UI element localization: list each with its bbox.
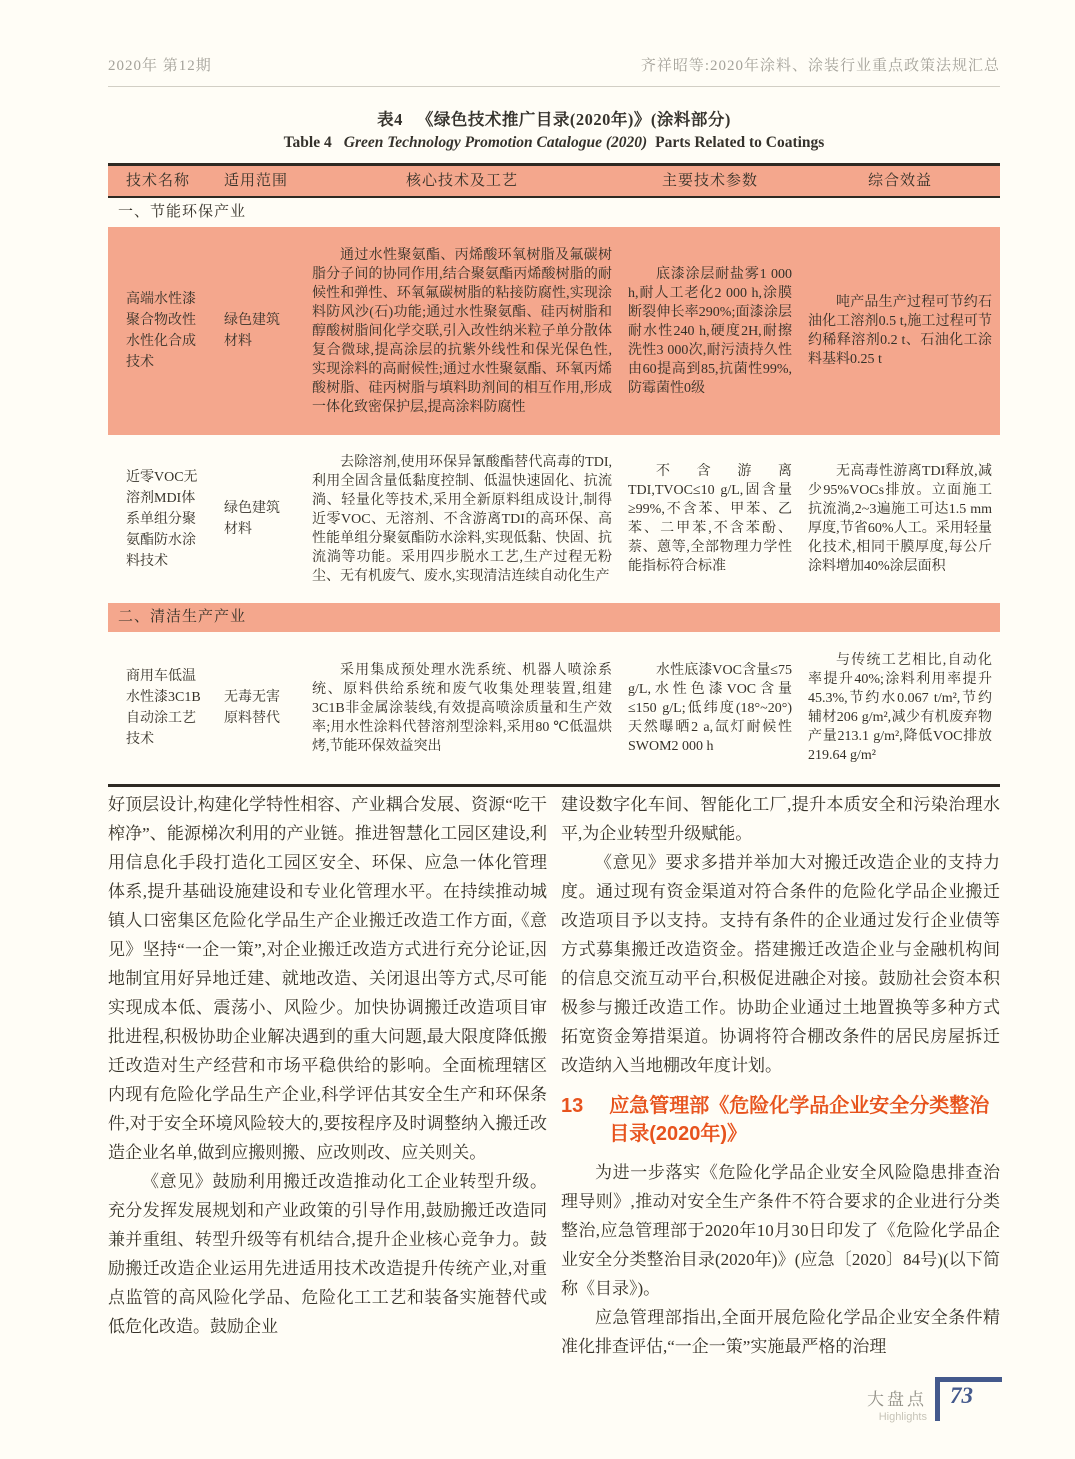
table-caption-zh-title: 《绿色技术推广目录(2020年)》(涂料部分) (416, 110, 731, 129)
paragraph: 好顶层设计,构建化学特性相容、产业耦合发展、资源“吃干榨净”、能源梯次利用的产业链。推进智慧化工园区建设,利用信息化手段打造化工园区安全、环保、应急一体化管理体系,提升基础设施建设和专业化管理水平。在持续推动城镇人口密集区危险化学品生产企业搬迁改造工作方面,《意见》坚持“一企一策”,对企业搬迁改造方式进行充分论证,因地制宜用好异地迁建、就地改造、关闭退出等方式,尽可能实现成本低、震荡小、风险少。加快协调搬迁改造项目审批进程,积极协助企业解决遇到的重大问题,最大限度降低搬迁改造对生产经营和市场平稳供给的影响。全面梳理辖区内现有危险化学品生产企业,科学评估其安全生产和环保条件,对于安全环境风险较大的,要按程序及时调整纳入搬迁改造企业名单,做到应搬则搬、应改则改、应关则关。 (108, 795, 547, 1162)
row1-benefit: 吨产品生产过程可节约石油化工溶剂0.5 t,施工过程可节约稀释溶剂0.2 t、石油化工涂料基料0.25 t (808, 295, 992, 367)
row3-core-tech: 采用集成预处理水洗系统、机器人喷涂系统、原料供给系统和废气收集处理装置,组建3C1B非金属涂装线,有效提高喷涂质量和生产效率;用水性涂料代替溶剂型涂料,采用80 ℃低温烘烤,节能环保效益突出 (312, 662, 612, 754)
row3-params: 水性底漆VOC含量≤75 g/L,水性色漆VOC含量≤150 g/L;低纬度(18°~20°)天然曝晒2 a,氙灯耐候性SWOM2 000 h (628, 662, 792, 754)
row3-tech-name: 商用车低温水性漆3C1B自动涂工艺技术 (126, 669, 201, 747)
column-header-core-tech: 核心技术及工艺 (405, 172, 518, 189)
page-number-bracket (935, 1377, 1002, 1421)
paragraph: 建设数字化车间、智能化工厂,提升本质安全和污染治理水平,为企业转型升级赋能。 (561, 795, 1000, 843)
paragraph: 应急管理部指出,全面开展危险化学品企业安全条件精准化排查评估,“一企一策”实施最严格的治理 (561, 1308, 1000, 1356)
table-caption-en-italic: Green Technology Promotion Catalogue (2020) (343, 134, 648, 151)
running-title: 齐祥昭等:2020年涂料、涂装行业重点政策法规汇总 (640, 58, 1000, 74)
table-caption-en-suffix: Parts Related to Coatings (655, 134, 825, 151)
running-head-rule (108, 86, 1000, 87)
running-head (108, 54, 1000, 75)
section-title: 应急管理部《危险化学品企业安全分类整治目录(2020年)》 (609, 1095, 990, 1145)
table-caption-en-number: Table 4 (283, 134, 332, 151)
row2-scope: 绿色建筑材料 (224, 501, 280, 537)
table-caption-en (108, 134, 1000, 152)
section-number: 13 (561, 1095, 584, 1117)
article-body (108, 790, 1000, 1361)
paragraph: 《意见》鼓励利用搬迁改造推动化工企业转型升级。充分发挥发展规划和产业政策的引导作用,鼓励搬迁改造同兼并重组、转型升级等有机结合,提升企业核心竞争力。鼓励搬迁改造企业运用先进适用技术改造提升传统产业,对重点监管的高风险化学品、危险化工工艺和装备实施替代或低危化改造。鼓励企业 (108, 1172, 547, 1336)
left-column (108, 790, 547, 1361)
row1-params: 底漆涂层耐盐雾1 000 h,耐人工老化2 000 h,涂膜断裂伸长率290%;面漆涂层耐水性240 h,硬度2H,耐擦洗性3 000次,耐污渍持久性由60提高到85,抗菌性99%,防霉菌性0级 (628, 266, 792, 396)
column-header-benefit: 综合效益 (867, 172, 932, 189)
row3-benefit: 与传统工艺相比,自动化率提升40%;涂料利用率提升45.3%,节约水0.067 t/m²,节约辅材206 g/m²,减少有机废弃物产量213.1 g/m²,降低VOC排放219.64 g/m² (808, 653, 992, 763)
row1-tech-name: 高端水性漆聚合物改性水性化合成技术 (126, 292, 196, 370)
table-header-row (108, 166, 1000, 198)
right-column (561, 790, 1000, 1361)
row1-scope: 绿色建筑材料 (224, 313, 280, 349)
footer-section-label-en: Highlights (878, 1411, 927, 1423)
green-technology-table (108, 163, 1000, 787)
table-section-row-clean-production: 二、清洁生产产业 (108, 603, 1000, 632)
row3-scope: 无毒无害原料替代 (224, 690, 280, 726)
table-caption-zh (108, 106, 1000, 130)
table-caption-zh-number: 表4 (377, 110, 403, 129)
table-row (108, 632, 1000, 784)
column-header-scope: 适用范围 (223, 172, 288, 189)
table-row (108, 435, 1000, 603)
table-section-row-energy: 一、节能环保产业 (118, 204, 247, 220)
column-header-params: 主要技术参数 (661, 172, 758, 189)
table-row (108, 227, 1000, 435)
page-footer (867, 1377, 1002, 1423)
row2-tech-name: 近零VOC无溶剂MDI体系单组分聚氨酯防水涂料技术 (126, 469, 198, 569)
section-heading-13 (561, 1092, 1000, 1148)
paragraph: 《意见》要求多措并举加大对搬迁改造企业的支持力度。通过现有资金渠道对符合条件的危险化学品企业搬迁改造项目予以支持。支持有条件的企业通过发行企业债等方式募集搬迁改造资金。搭建搬迁改造企业与金融机构间的信息交流互动平台,积极促进融企对接。鼓励社会资本积极参与搬迁改造工作。协助企业通过土地置换等多种方式拓宽资金筹措渠道。协调将符合棚改条件的居民房屋拆迁改造纳入当地棚改年度计划。 (561, 853, 1000, 1075)
row2-core-tech: 去除溶剂,使用环保异氰酸酯替代高毒的TDI,利用全固含量低黏度控制、低温快速固化、抗流淌、轻量化等技术,采用全新原料组成设计,制得近零VOC、无溶剂、不含游离TDI的高环保、高性能单组分聚氨酯防水涂料,实现低黏、快固、抗流淌等功能。采用四步脱水工艺,生产过程无粉尘、无有机废气、废水,实现清洁连续自动化生产 (312, 454, 612, 584)
issue-label: 2020年 第12期 (108, 58, 212, 74)
row1-core-tech: 通过水性聚氨酯、丙烯酸环氧树脂及氟碳树脂分子间的协同作用,结合聚氨酯丙烯酸树脂的耐候性和弹性、环氧氟碳树脂的粘接防腐性,实现涂料防风沙(石)功能;通过水性聚氨酯、硅丙树脂和醇酸树脂间化学交联,引入改性纳米粒子单分散体复合微球,提高涂层的抗紫外线性和保光保色性,实现涂料的高耐候性;通过水性聚氨酯、环氧丙烯酸树脂、硅丙树脂与填料助剂间的相互作用,形成一体化致密保护层,提高涂料防腐性 (312, 247, 612, 415)
row2-benefit: 无高毒性游离TDI释放,减少95%VOCs排放。立面施工抗流淌,2~3遍施工可达1.5 mm厚度,节省60%人工。采用轻量化技术,相同干膜厚度,每公斤涂料增加40%涂层面积 (808, 464, 992, 574)
page-number: 73 (950, 1383, 973, 1408)
footer-section-label-zh: 大盘点 (867, 1390, 927, 1409)
row2-params: 不含游离TDI,TVOC≤10 g/L,固含量≥99%,不含苯、甲苯、乙苯、二甲苯,不含苯酚、萘、蒽等,全部物理力学性能指标符合标准 (628, 464, 792, 574)
column-header-tech-name: 技术名称 (125, 172, 190, 189)
paragraph: 为进一步落实《危险化学品企业安全风险隐患排查治理导则》,推动对安全生产条件不符合要求的企业进行分类整治,应急管理部于2020年10月30日印发了《危险化学品企业安全分类整治目录(2020年)》(应急〔2020〕84号)(以下简称《目录》)。 (561, 1163, 1000, 1298)
